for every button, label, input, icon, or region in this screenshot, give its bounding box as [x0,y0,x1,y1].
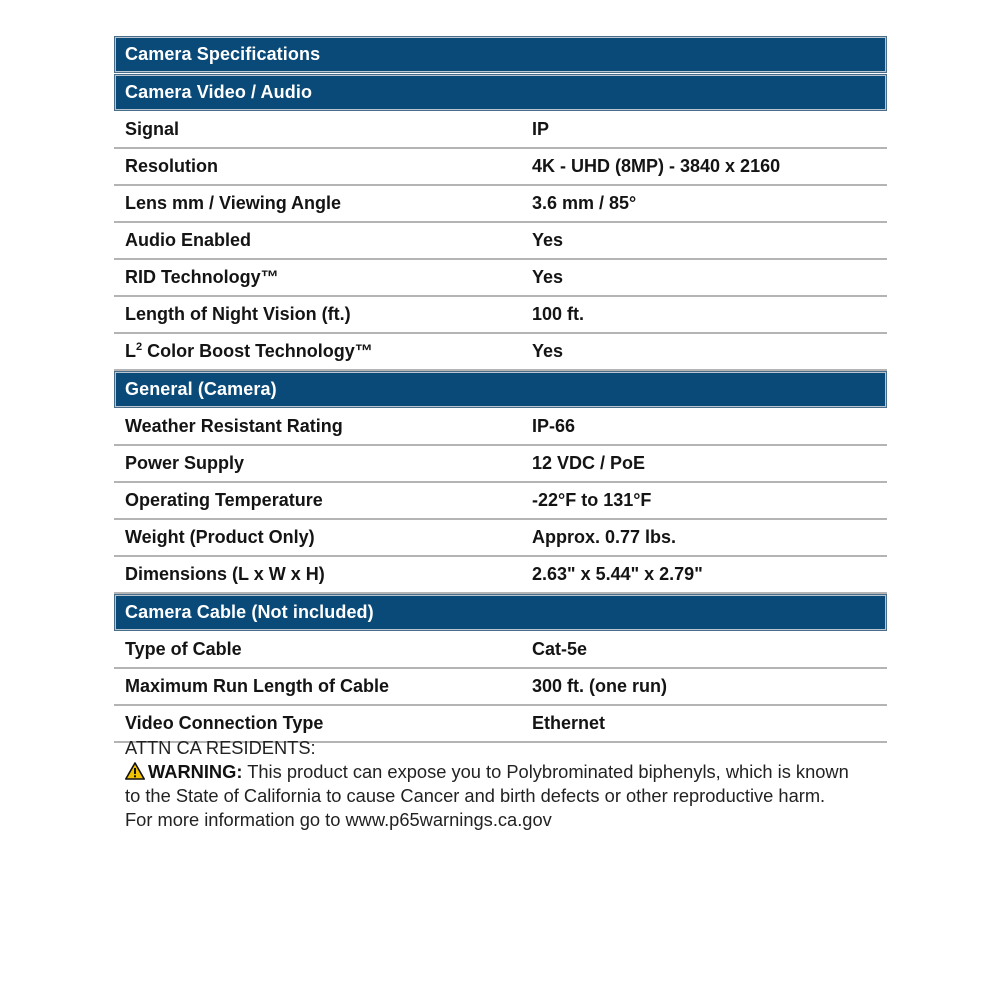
spec-label: Maximum Run Length of Cable [125,676,390,696]
spec-value: Cat-5e [532,639,588,659]
spec-row-power-supply [114,446,887,483]
spec-label-superscript: 2 [136,341,143,353]
section-header-general-camera: General (Camera) [114,371,887,408]
spec-value: 100 ft. [532,304,585,324]
notice-line-1: This product can expose you to Polybrominated biphenyls, which is known [242,761,849,782]
spec-value: 4K - UHD (8MP) - 3840 x 2160 [532,156,781,176]
notice-line-2: to the State of California to cause Cancer and birth defects or other reproductive harm. [125,785,826,806]
spec-value: 300 ft. (one run) [532,676,668,696]
spec-value: IP [532,119,550,139]
warning-label: WARNING: [148,761,243,782]
spec-value: Yes [532,341,564,361]
spec-row-night-vision [114,297,887,334]
spec-label-prefix: L [125,341,136,361]
spec-label: Resolution [125,156,218,176]
spec-value: 12 VDC / PoE [532,453,646,473]
spec-row-lens-viewing-angle [114,186,887,223]
spec-row-signal [114,112,887,149]
spec-value: 3.6 mm / 85° [532,193,637,213]
spec-label: Operating Temperature [125,490,323,510]
spec-value: 2.63" x 5.44" x 2.79" [532,564,703,584]
spec-value: -22°F to 131°F [532,490,652,510]
spec-row-rid-technology [114,260,887,297]
spec-label: Weather Resistant Rating [125,416,343,436]
spec-row-operating-temperature [114,483,887,520]
spec-label: Lens mm / Viewing Angle [125,193,342,213]
spec-label: Power Supply [125,453,245,473]
spec-table [114,36,887,743]
spec-value: IP-66 [532,416,576,436]
spec-row-color-boost [114,334,887,371]
spec-value: Yes [532,230,564,250]
spec-label: Dimensions (L x W x H) [125,564,325,584]
spec-label: Audio Enabled [125,230,251,250]
spec-label: Type of Cable [125,639,242,659]
spec-row-cable-type [114,632,887,669]
spec-label: Length of Night Vision (ft.) [125,304,351,324]
spec-row-audio-enabled [114,223,887,260]
spec-label: RID Technology™ [125,267,279,287]
spec-row-dimensions [114,557,887,594]
spec-label: Signal [125,119,180,139]
spec-value: Yes [532,267,564,287]
section-header-camera-specifications: Camera Specifications [114,36,887,73]
prop65-notice [125,736,885,832]
spec-label-text: Color Boost Technology™ [142,341,373,361]
spec-row-resolution [114,149,887,186]
spec-row-weather-rating [114,409,887,446]
spec-row-max-run-length [114,669,887,706]
spec-value: Approx. 0.77 lbs. [532,527,677,547]
notice-heading: ATTN CA RESIDENTS: [125,737,316,758]
section-header-camera-video-audio: Camera Video / Audio [114,74,887,111]
spec-label: Weight (Product Only) [125,527,315,547]
notice-warning-line [125,760,885,784]
notice-line-3: For more information go to www.p65warnings.ca.gov [125,809,552,830]
spec-row-weight [114,520,887,557]
spec-value: Ethernet [532,713,606,733]
spec-label [114,341,532,362]
section-header-camera-cable: Camera Cable (Not included) [114,594,887,631]
spec-label: Video Connection Type [125,713,324,733]
warning-triangle-icon [125,762,145,780]
